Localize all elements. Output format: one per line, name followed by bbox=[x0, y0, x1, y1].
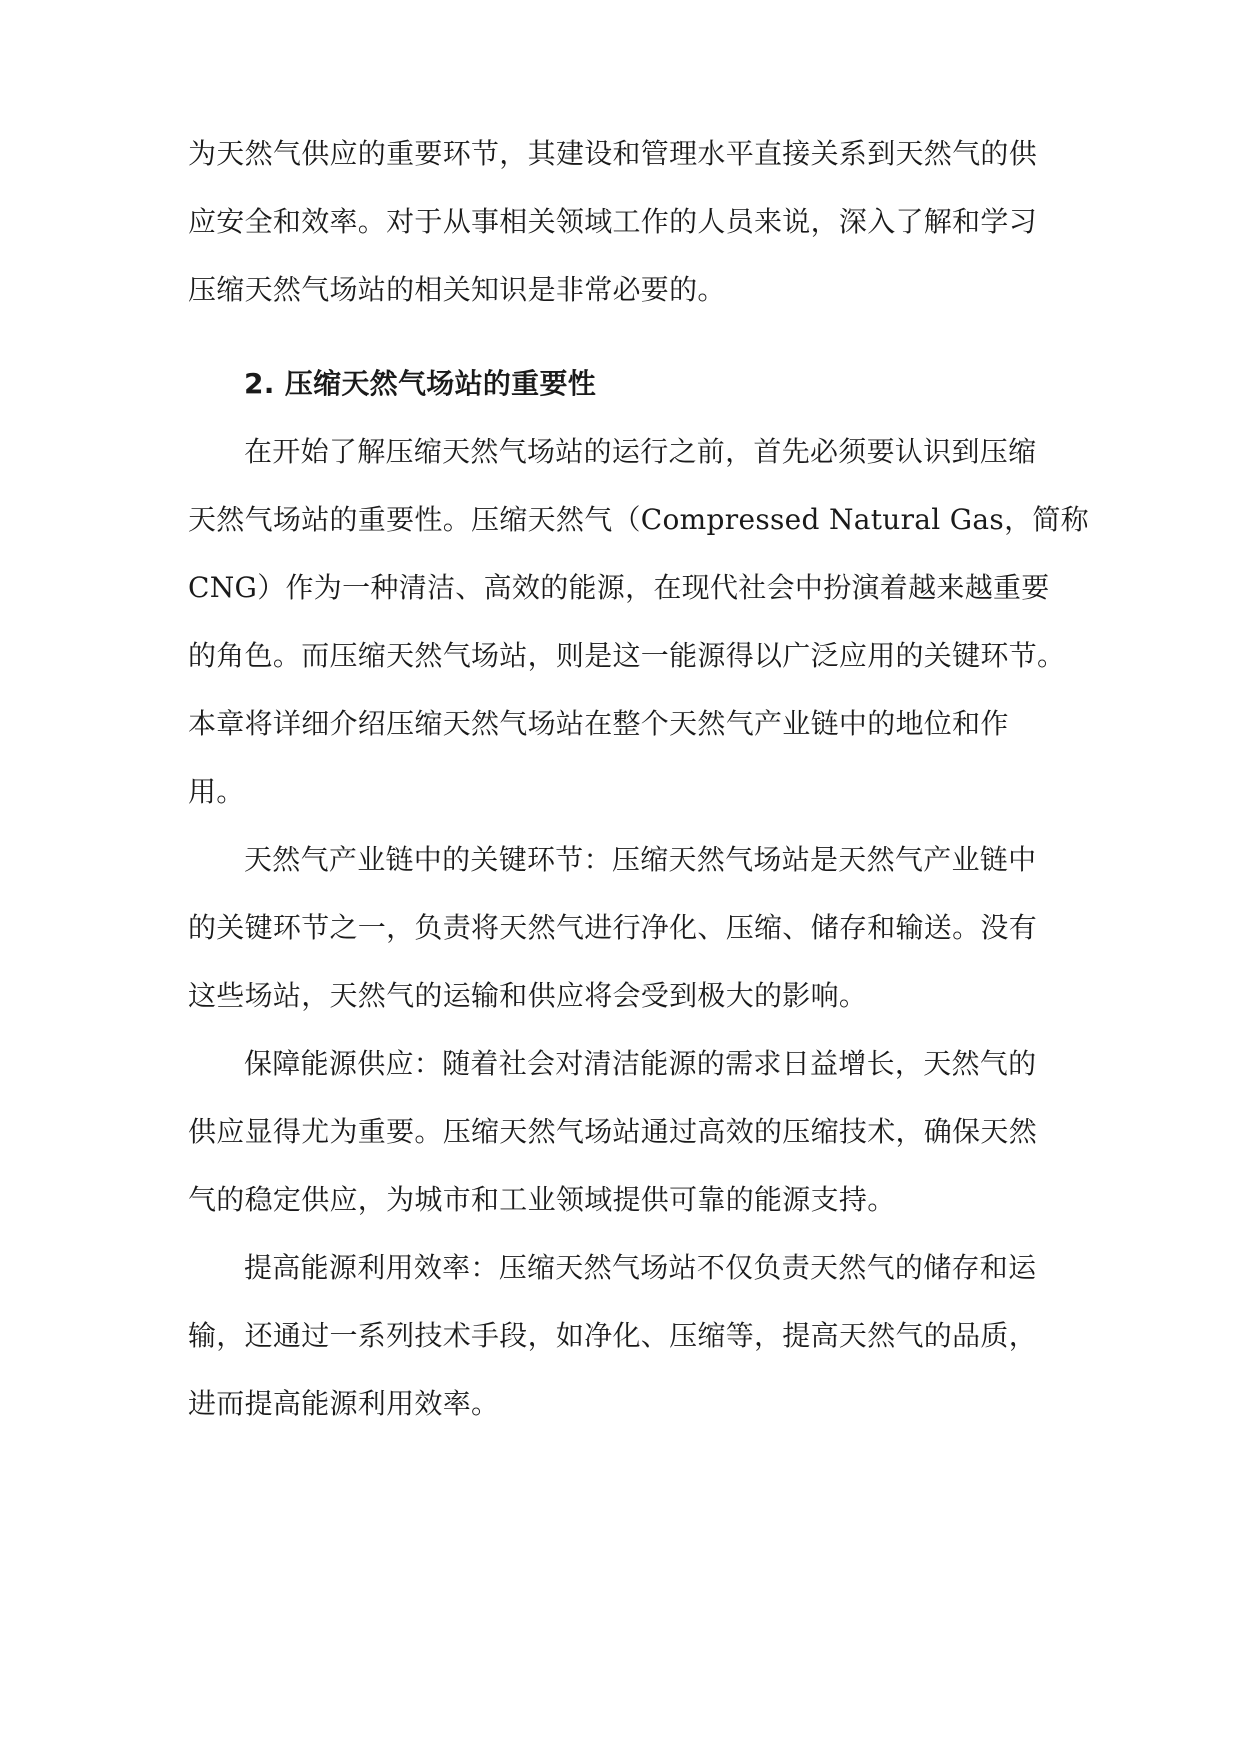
paragraph-1-line-1: 在开始了解压缩天然气场站的运行之前，首先必须要认识到压缩 bbox=[244, 435, 1037, 468]
paragraph-2-line-3: 这些场站，天然气的运输和供应将会受到极大的影响。 bbox=[188, 979, 868, 1012]
paragraph-3-line-2: 供应显得尤为重要。压缩天然气场站通过高效的压缩技术，确保天然 bbox=[188, 1115, 1038, 1148]
paragraph-2-line-2: 的关键环节之一，负责将天然气进行净化、压缩、储存和输送。没有 bbox=[188, 911, 1038, 944]
paragraph-1-line-6: 用。 bbox=[188, 775, 245, 808]
paragraph-4-line-3: 进而提高能源利用效率。 bbox=[188, 1387, 500, 1420]
paragraph-4-line-2: 输，还通过一系列技术手段，如净化、压缩等，提高天然气的品质， bbox=[188, 1319, 1038, 1352]
intro-line-3: 压缩天然气场站的相关知识是非常必要的。 bbox=[188, 273, 726, 306]
paragraph-1-line-5: 本章将详细介绍压缩天然气场站在整个天然气产业链中的地位和作 bbox=[188, 707, 1009, 740]
paragraph-3-line-3: 气的稳定供应，为城市和工业领域提供可靠的能源支持。 bbox=[188, 1183, 896, 1216]
paragraph-3-line-1: 保障能源供应：随着社会对清洁能源的需求日益增长，天然气的 bbox=[244, 1047, 1037, 1080]
paragraph-2-line-1: 天然气产业链中的关键环节：压缩天然气场站是天然气产业链中 bbox=[244, 843, 1037, 876]
section-heading: 2. 压缩天然气场站的重要性 bbox=[244, 367, 597, 400]
paragraph-1-line-4: 的角色。而压缩天然气场站，则是这一能源得以广泛应用的关键环节。 bbox=[188, 639, 1066, 672]
intro-line-2: 应安全和效率。对于从事相关领域工作的人员来说，深入了解和学习 bbox=[188, 205, 1038, 238]
paragraph-1-line-3: CNG）作为一种清洁、高效的能源，在现代社会中扮演着越来越重要 bbox=[188, 571, 1050, 604]
paragraph-4-line-1: 提高能源利用效率：压缩天然气场站不仅负责天然气的储存和运 bbox=[244, 1251, 1037, 1284]
paragraph-1-line-2: 天然气场站的重要性。压缩天然气（Compressed Natural Gas，简称 bbox=[188, 503, 1089, 536]
intro-line-1: 为天然气供应的重要环节，其建设和管理水平直接关系到天然气的供 bbox=[188, 137, 1038, 170]
